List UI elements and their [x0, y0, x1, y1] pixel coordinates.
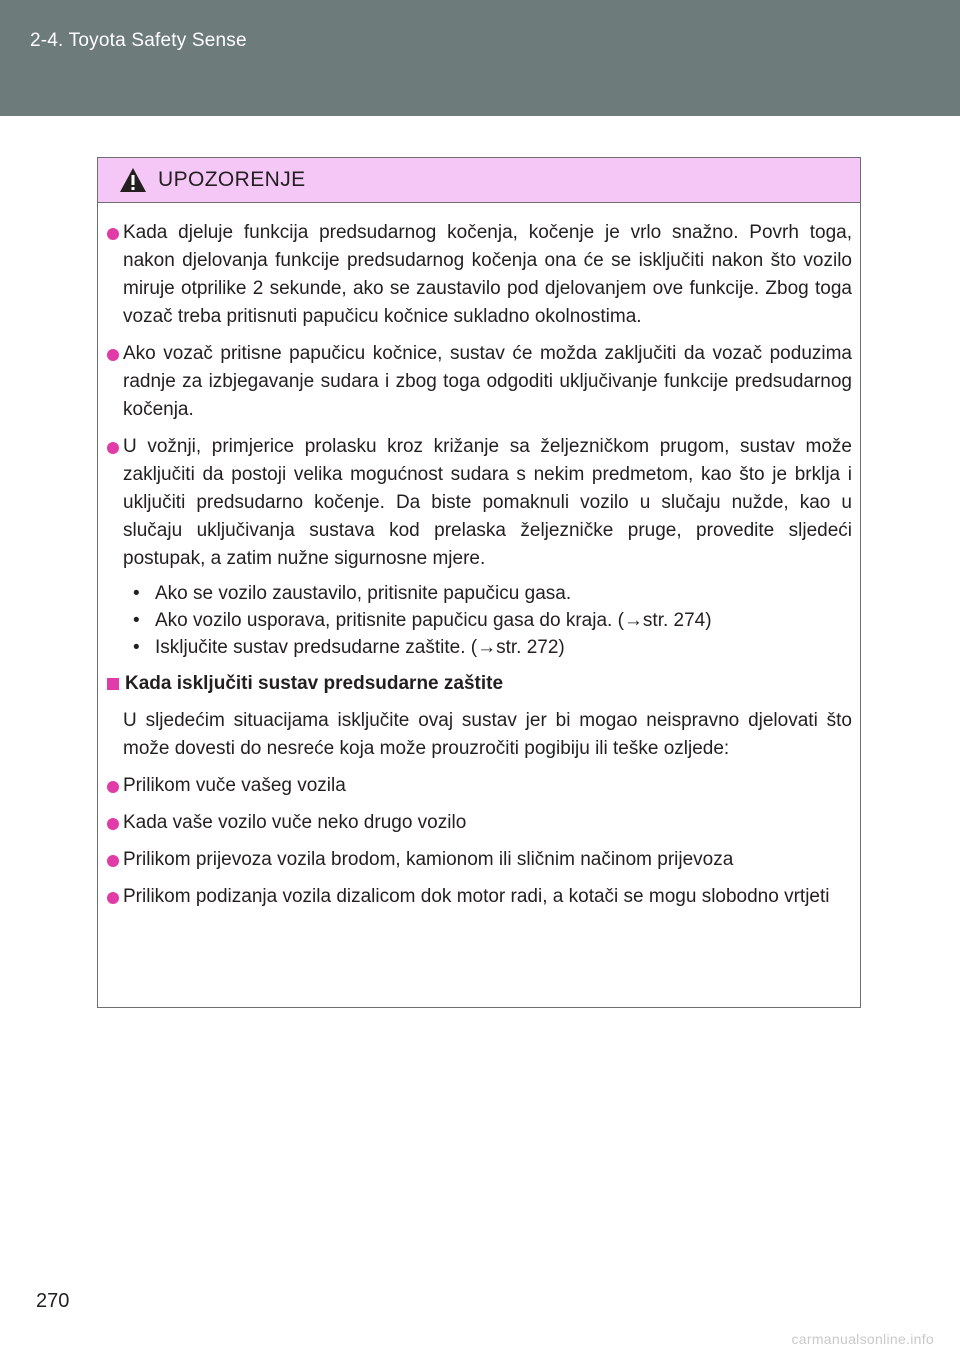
list-item: U vožnji, primjerice prolasku kroz križanje sa željezničkom prugom, sustav može zaključiti da postoji velika mogućnost sudara s nekim predmetom, kao što je brklja i uključiti predsudarno kočenje. Da biste pomaknuli vozilo u slučaju nužde, kao u slučaju uključivanja sustava kod prelaska željezničke pruge, provedite sljedeći postupak, a zatim nužne sigurnosne mjere. [107, 433, 852, 573]
bullet-icon [107, 883, 123, 911]
page-number: 270 [36, 1290, 70, 1312]
warning-triangle-icon [119, 167, 147, 193]
procedure-list [133, 580, 852, 661]
page-header [0, 0, 960, 116]
section-intro: U sljedećim situacijama isključite ovaj sustav jer bi mogao neispravno djelovati što može dovesti do nesreće koja može prouzročiti pogibiju ili teške ozljede: [123, 710, 852, 759]
bullet-icon [107, 809, 123, 837]
bullet-icon [107, 433, 123, 573]
bullet-icon [107, 340, 123, 424]
small-bullet-icon: • [133, 610, 140, 631]
list-item: Prilikom vuče vašeg vozila [107, 772, 852, 800]
small-bullet-icon: • [133, 637, 140, 658]
watermark: carmanualsonline.info [791, 1331, 934, 1347]
bullet-icon [107, 846, 123, 874]
square-bullet-icon [107, 670, 125, 698]
section-title: 2-4. Toyota Safety Sense [30, 30, 247, 51]
procedure-step: • Isključite sustav predsudarne zaštite. (→str. 272) [133, 634, 852, 661]
list-item: Prilikom prijevoza vozila brodom, kamionom ili sličnim načinom prijevoza [107, 846, 852, 874]
bullet-icon [107, 219, 123, 331]
bullet-icon [107, 772, 123, 800]
list-item: Ako vozač pritisne papučicu kočnice, sustav će možda zaključiti da vozač poduzima radnje za izbjegavanje sudara i zbog toga odgoditi uključivanje funkcije predsudarnog kočenja. [107, 340, 852, 424]
list-item: Kada djeluje funkcija predsudarnog kočenja, kočenje je vrlo snažno. Povrh toga, nakon djelovanja funkcije predsudarnog kočenja ona će se isključiti nakon što vozilo miruje otprilike 2 sekunde, ako se zaustavilo pod djelovanjem ove funkcije. Zbog toga vozač treba pritisnuti papučicu kočnice sukladno okolnostima. [107, 219, 852, 331]
procedure-step: • Ako se vozilo zaustavilo, pritisnite papučicu gasa. [133, 580, 852, 607]
warning-title: UPOZORENJE [158, 168, 306, 191]
list-item: Prilikom podizanja vozila dizalicom dok motor radi, a kotači se mogu slobodno vrtjeti [107, 883, 852, 911]
list-item: Kada vaše vozilo vuče neko drugo vozilo [107, 809, 852, 837]
warning-content [98, 203, 860, 1007]
warning-box [97, 157, 861, 1008]
warning-header [98, 158, 860, 203]
procedure-step: • Ako vozilo usporava, pritisnite papučicu gasa do kraja. (→str. 274) [133, 607, 852, 634]
section-heading: Kada isključiti sustav predsudarne zaštite [107, 670, 852, 698]
small-bullet-icon: • [133, 583, 140, 604]
